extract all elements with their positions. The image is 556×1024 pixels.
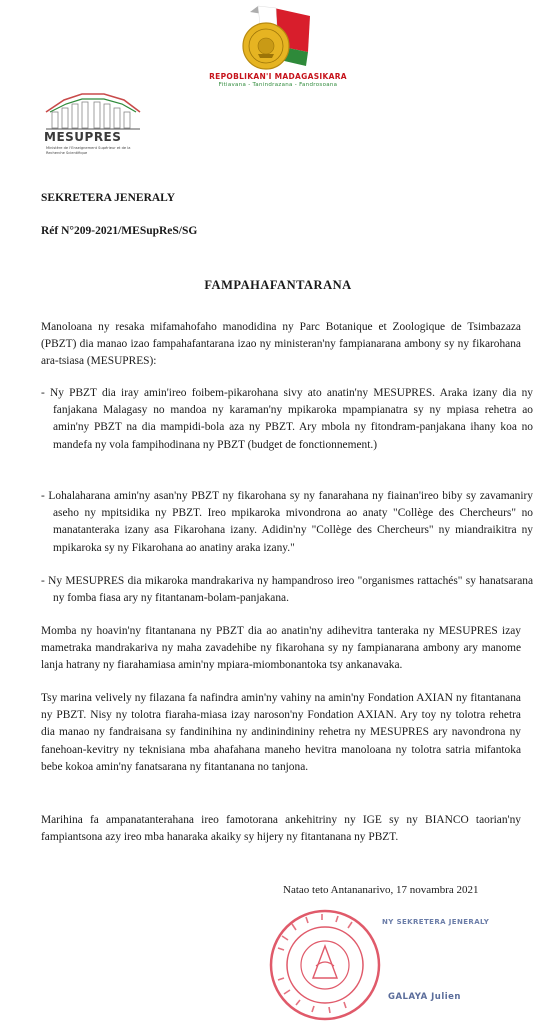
governance-paragraph: Momba ny hoavin'ny fitantanana ny PBZT dia ao anatin'ny adihevitra tanteraka ny MESUPRES izay mametraka mandrakariva ny maha zavadehibe ny fikarohana sy ny fampianarana ambony ary manome lanja hatrany ny fiarahamiasa amin'ny mpiara-miombonantoka tsy ankanavaka. — [41, 625, 521, 672]
document-title: FAMPAHAFANTARANA — [204, 278, 352, 292]
ministry-full-name: Ministère de l'Enseignement Supérieur et de la Recherche Scientifique — [46, 146, 131, 155]
closing-paragraph: Marihina fa ampanatanterahana ireo famotorana ankehitriny ny IGE sy ny BIANCO taorian'ny fampiantsona azy ireo mba hanaraka akaiky sy hijery ny fitantanana ny PBZT. — [41, 814, 521, 844]
republic-motto: Fitiavana - Tanindrazana - Fandrosoana — [218, 82, 338, 88]
signatory-title: NY SEKRETERA JENERALY — [382, 918, 490, 926]
intro-paragraph: Manoloana ny resaka mifamahofaho manodidina ny Parc Botanique et Zoologique de Tsimbazaza (PBZT) dia manao izao fampahafantarana izao ny ministeran'ny fampianarana ambony sy ny fikarohana ara-tsiasa (MESUPRES): — [41, 321, 521, 368]
bullet-item: - Ny PBZT dia iray amin'ireo foibem-pikarohana sivy ato anatin'ny MESUPRES. Araka izany dia ny fanjakana Malagasy no mandoa ny karaman'ny mpikaroka mpampianatra sy ny mpiasa rehetra ao amin'ny PBZT na dia mampidi-bola aza ny PBZT. Ary mbola ny fitondram-panjakana ihany koa no mandefa ny vola fampihodinana ny PBZT (budget de fonctionnement.) — [41, 387, 533, 451]
republic-title: REPOBLIKAN'I MADAGASIKARA — [209, 72, 347, 81]
official-stamp-seal — [266, 908, 384, 1022]
department-label: SEKRETERA JENERALY — [41, 192, 176, 204]
signatory-name: GALAYA Julien — [388, 992, 461, 1002]
republic-emblem-logo — [228, 2, 326, 72]
axian-paragraph: Tsy marina velively ny filazana fa nafindra amin'ny vahiny na amin'ny Fondation AXIAN ny fitantanana ny PBZT. Nisy ny tolotra fiaraha-miasa izay naroson'ny Fondation AXIAN. Ary toy ny tolotra rehetra dia manao ny fandraisana sy fandinihina ny andinindininy rehetra ny MESUPRES ary navondrona ny fanehoan-kevitry ny teknisiana mba ahafahana maneho hevitra manoloana ny tolotra satria mifantoka bebe kokoa amin'ny fanatsarana ny fitantanana no tanjona. — [41, 692, 521, 773]
reference-number: Réf N°209-2021/MESupReS/SG — [41, 225, 198, 237]
ministry-acronym: MESUPRES — [44, 130, 122, 144]
ministry-building-logo — [42, 90, 144, 132]
bullet-item: - Lohalaharana amin'ny asan'ny PBZT ny fikarohana sy ny fanarahana ny fiainan'ireo biby sy zavamaniry aseho ny mpitsidika ny PBZT. Ireo mpikaroka mivondrona ao anaty "Collège des Chercheurs" no manatanteraka izany asa Fikarohana izany. Adidin'ny "Collège des Chercheurs" ny miandraikitra ny mpikaroka sy ny Fikarohana ao anatiny araka izany." — [41, 490, 533, 554]
bullet-item: - Ny MESUPRES dia mikaroka mandrakariva ny hampandroso ireo "organismes rattachés" sy hanatsarana ny fomba fiasa ary ny fitantanam-bolam-panjakana. — [41, 575, 533, 605]
date-line: Natao teto Antananarivo, 17 novambra 2021 — [283, 884, 479, 896]
